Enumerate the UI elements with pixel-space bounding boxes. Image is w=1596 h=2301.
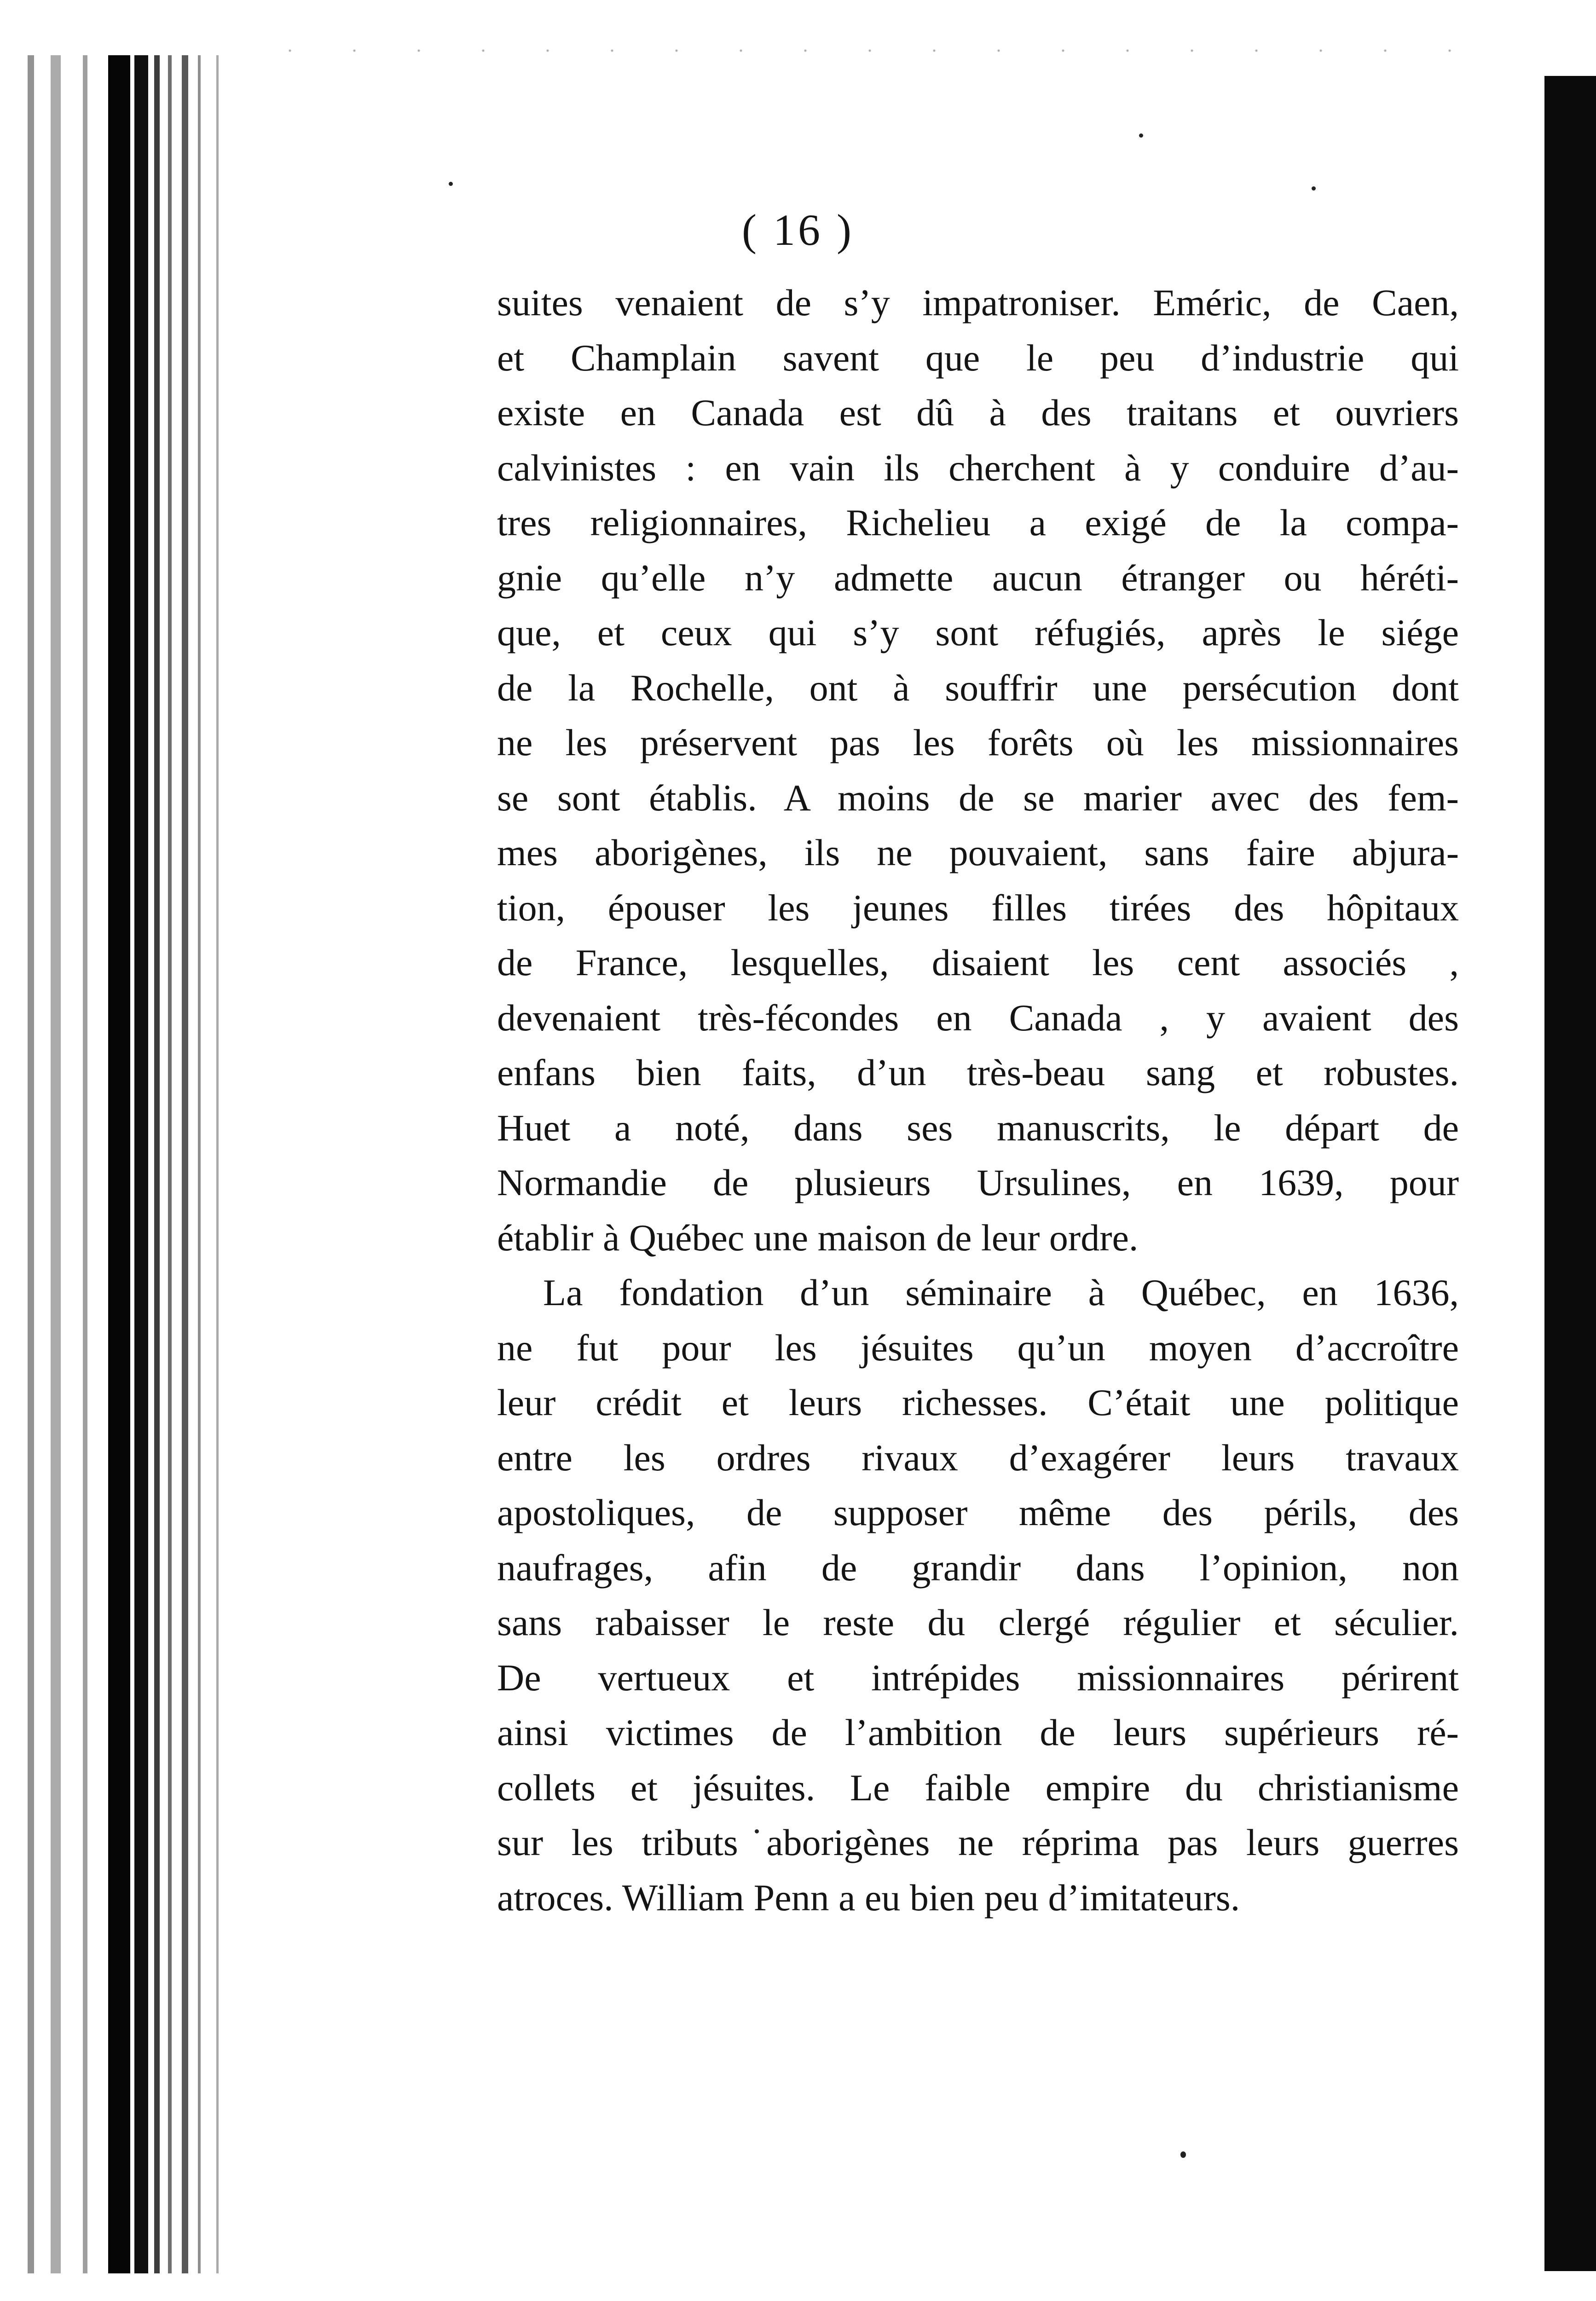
binding-shadow [51, 55, 61, 2273]
text-line: Normandie de plusieurs Ursulines, en 1639, pour [497, 1162, 1459, 1203]
text-line: collets et jésuites. Le faible empire du christianisme [497, 1766, 1459, 1809]
text-line: calvinistes : en vain ils cherchent à y conduire d’au- [497, 446, 1459, 489]
text-line: suites venaient de s’y impatroniser. Eméric, de Caen, [497, 282, 1459, 324]
binding-shadow [168, 55, 172, 2273]
binding-shadow [83, 55, 87, 2273]
text-line: tion, épouser les jeunes filles tirées des hôpitaux [497, 886, 1459, 929]
text-line: De vertueux et intrépides missionnaires périrent [497, 1656, 1459, 1699]
text-line: enfans bien faits, d’un très-beau sang et robustes. [497, 1052, 1459, 1093]
binding-spine [154, 55, 160, 2273]
text-line: Huet a noté, dans ses manuscrits, le départ de [497, 1106, 1459, 1149]
binding-shadow [182, 55, 188, 2273]
text-line: devenaient très-fécondes en Canada , y avaient des [497, 996, 1459, 1039]
text-line: de la Rochelle, ont à souffrir une persécution dont [497, 666, 1459, 709]
scan-right-border [1544, 76, 1596, 2271]
scan-speck [1139, 133, 1143, 138]
scan-binding-edge [0, 0, 258, 2301]
scan-speck [1180, 2151, 1186, 2158]
text-line: gnie qu’elle n’y admette aucun étranger ou héréti- [497, 556, 1459, 599]
binding-spine [108, 55, 130, 2273]
text-line: et Champlain savent que le peu d’industrie qui [497, 336, 1459, 379]
text-line: atroces. William Penn a eu bien peu d’imitateurs. [497, 1876, 1240, 1919]
text-line: mes aborigènes, ils ne pouvaient, sans faire abjura- [497, 832, 1459, 873]
text-line: apostoliques, de supposer même des périls, des [497, 1492, 1459, 1533]
text-line: naufrages, afin de grandir dans l’opinion, non [497, 1546, 1459, 1589]
binding-shadow [198, 55, 201, 2273]
text-line: sur les tributs aborigènes ne réprima pas leurs guerres [497, 1821, 1459, 1863]
scan-top-noise [258, 44, 1500, 58]
text-line: se sont établis. A moins de se marier avec des fem- [497, 776, 1459, 819]
text-line: de France, lesquelles, disaient les cent associés , [497, 942, 1459, 983]
body-text [497, 275, 1459, 1925]
binding-shadow [28, 55, 34, 2273]
text-line: La fondation d’un séminaire à Québec, en 1636, [543, 1272, 1459, 1313]
text-line: entre les ordres rivaux d’exagérer leurs travaux [497, 1436, 1459, 1479]
binding-shadow [216, 55, 219, 2273]
text-line: que, et ceux qui s’y sont réfugiés, après le siége [497, 612, 1459, 653]
page-number: ( 16 ) [742, 205, 854, 254]
binding-spine [134, 55, 148, 2273]
scan-speck [1312, 186, 1316, 191]
text-line: sans rabaisser le reste du clergé régulier et séculier. [497, 1601, 1459, 1643]
text-line: ainsi victimes de l’ambition de leurs supérieurs ré- [497, 1711, 1459, 1753]
text-line: existe en Canada est dû à des traitans et ouvriers [497, 392, 1459, 434]
text-line: établir à Québec une maison de leur ordre. [497, 1216, 1139, 1259]
text-line: ne fut pour les jésuites qu’un moyen d’accroître [497, 1326, 1459, 1369]
text-line: ne les préservent pas les forêts où les missionnaires [497, 722, 1459, 763]
text-line: leur crédit et leurs richesses. C’était une politique [497, 1382, 1459, 1423]
scan-speck [449, 182, 453, 186]
text-line: tres religionnaires, Richelieu a exigé de la compa- [497, 502, 1459, 543]
